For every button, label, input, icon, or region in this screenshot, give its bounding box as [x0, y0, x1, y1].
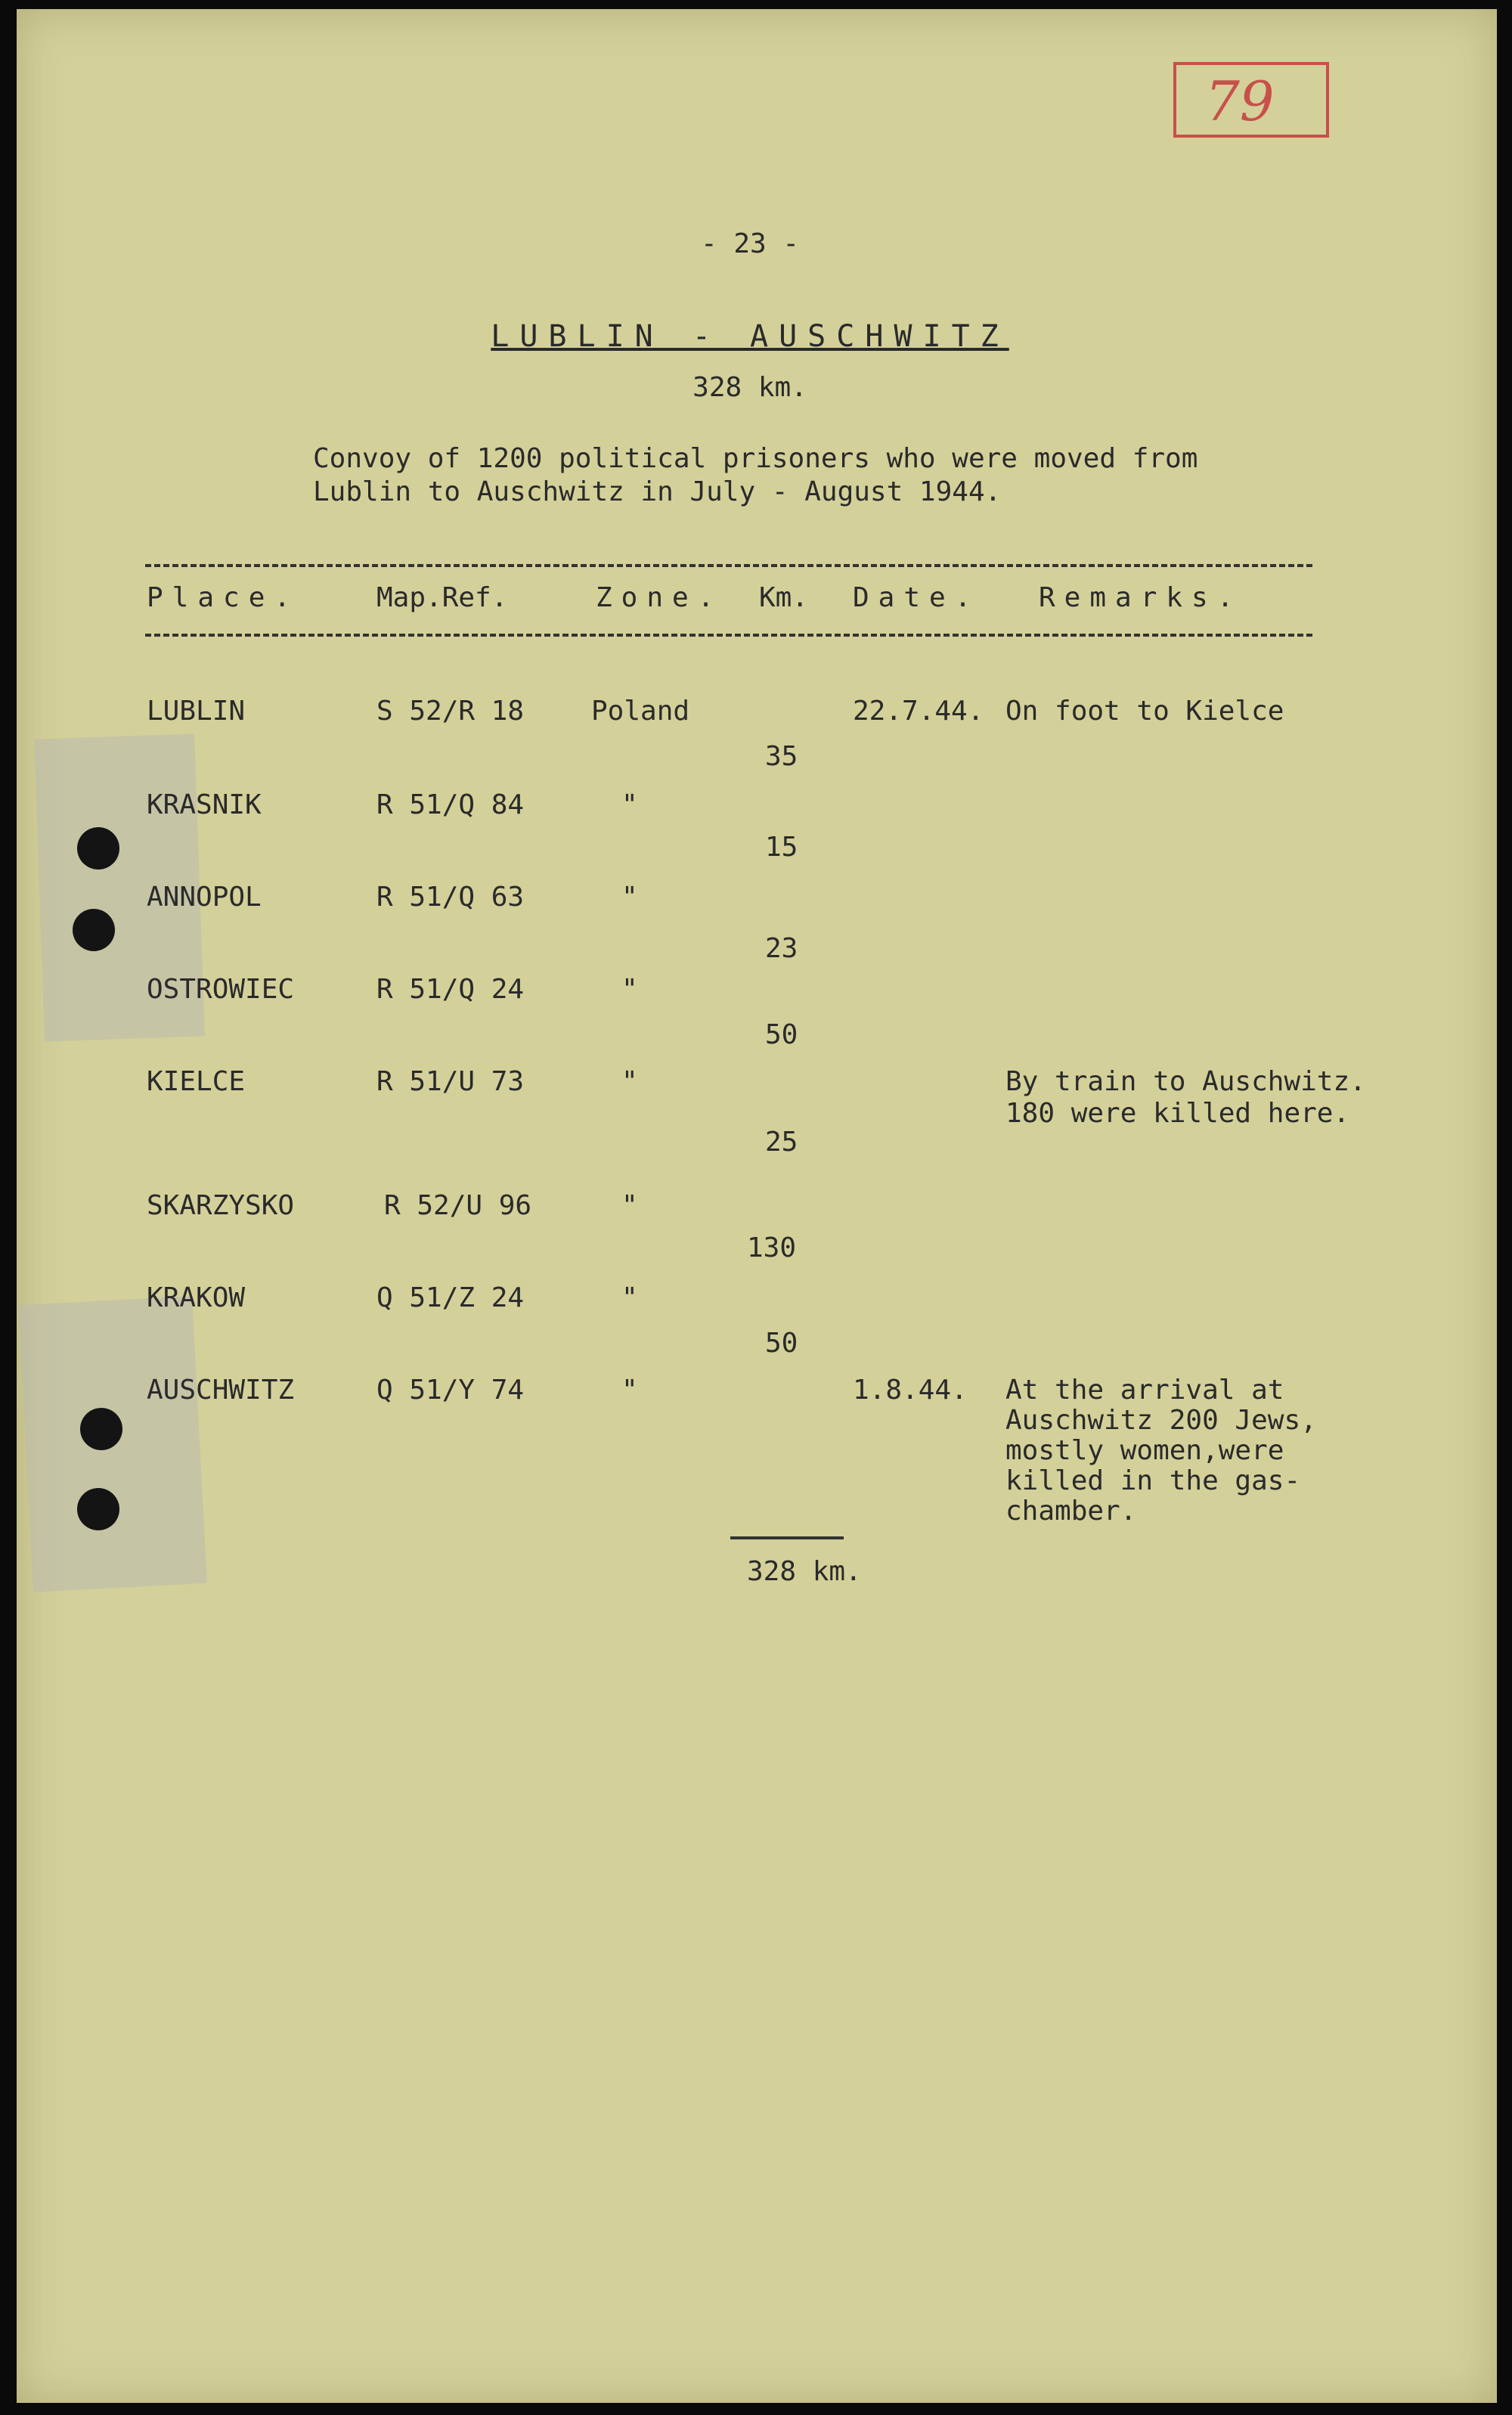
- date-cell: 1.8.44.: [853, 1375, 968, 1406]
- remarks-line: Auschwitz 200 Jews,: [1005, 1405, 1317, 1436]
- header-remarks: Remarks.: [1039, 582, 1243, 613]
- intro-line-1: Convoy of 1200 political prisoners who were moved from: [313, 443, 1198, 474]
- remarks-line: killed in the gas-: [1005, 1465, 1301, 1496]
- map-ref-cell: R 51/Q 63: [376, 882, 525, 913]
- zone-cell: ": [621, 1190, 638, 1221]
- map-ref-cell: R 51/U 73: [376, 1066, 525, 1097]
- segment-distance: 23: [765, 933, 798, 964]
- zone-cell: ": [621, 882, 638, 913]
- remarks-line: By train to Auschwitz.: [1005, 1066, 1366, 1097]
- segment-distance: 25: [765, 1127, 798, 1158]
- header-date: Date.: [853, 582, 981, 613]
- place-cell: SKARZYSKO: [147, 1190, 295, 1221]
- page-number: - 23 -: [700, 228, 800, 259]
- punch-hole: [73, 909, 115, 951]
- zone-cell: ": [621, 1282, 638, 1313]
- route-distance: 328 km.: [692, 372, 807, 403]
- document-title: LUBLIN - AUSCHWITZ: [491, 319, 1009, 354]
- page-number-stamp: [1173, 62, 1329, 138]
- map-ref-cell: R 52/U 96: [384, 1190, 532, 1221]
- zone-cell: ": [621, 789, 638, 820]
- zone-cell: ": [621, 1375, 638, 1406]
- segment-distance: 15: [765, 832, 798, 863]
- document-page: [17, 9, 1497, 2403]
- place-cell: KRASNIK: [147, 789, 262, 820]
- remarks-line: chamber.: [1005, 1496, 1137, 1527]
- place-cell: ANNOPOL: [147, 882, 262, 913]
- date-cell: 22.7.44.: [853, 696, 984, 727]
- punch-hole: [77, 827, 119, 870]
- place-cell: OSTROWIEC: [147, 974, 295, 1005]
- place-cell: AUSCHWITZ: [147, 1375, 295, 1406]
- punch-hole: [80, 1408, 122, 1450]
- map-ref-cell: R 51/Q 84: [376, 789, 525, 820]
- segment-distance: 50: [765, 1328, 798, 1359]
- segment-distance: 130: [747, 1232, 797, 1263]
- segment-distance: 35: [765, 741, 798, 772]
- table-rule-top: [145, 564, 1312, 567]
- table-rule-header: [145, 634, 1312, 637]
- header-map-ref: Map.Ref.: [376, 582, 508, 613]
- remarks-line: 180 were killed here.: [1005, 1098, 1350, 1129]
- remarks-line: At the arrival at: [1005, 1375, 1284, 1406]
- remarks-line: On foot to Kielce: [1005, 696, 1284, 727]
- remarks-line: mostly women,were: [1005, 1435, 1284, 1466]
- map-ref-cell: Q 51/Y 74: [376, 1375, 525, 1406]
- zone-cell: Poland: [591, 696, 690, 727]
- place-cell: KRAKOW: [147, 1282, 246, 1313]
- total-distance: 328 km.: [747, 1556, 862, 1587]
- header-place: Place.: [147, 582, 300, 613]
- map-ref-cell: S 52/R 18: [376, 696, 525, 727]
- intro-line-2: Lublin to Auschwitz in July - August 1944.: [313, 476, 1002, 507]
- total-rule: [730, 1536, 844, 1539]
- punch-hole: [77, 1488, 119, 1530]
- map-ref-cell: R 51/Q 24: [376, 974, 525, 1005]
- segment-distance: 50: [765, 1019, 798, 1050]
- stamp-number: 79: [1205, 70, 1275, 133]
- zone-cell: ": [621, 974, 638, 1005]
- header-zone: Zone.: [596, 582, 723, 613]
- place-cell: LUBLIN: [147, 696, 246, 727]
- map-ref-cell: Q 51/Z 24: [376, 1282, 525, 1313]
- zone-cell: ": [621, 1066, 638, 1097]
- place-cell: KIELCE: [147, 1066, 246, 1097]
- header-km: Km.: [759, 582, 809, 613]
